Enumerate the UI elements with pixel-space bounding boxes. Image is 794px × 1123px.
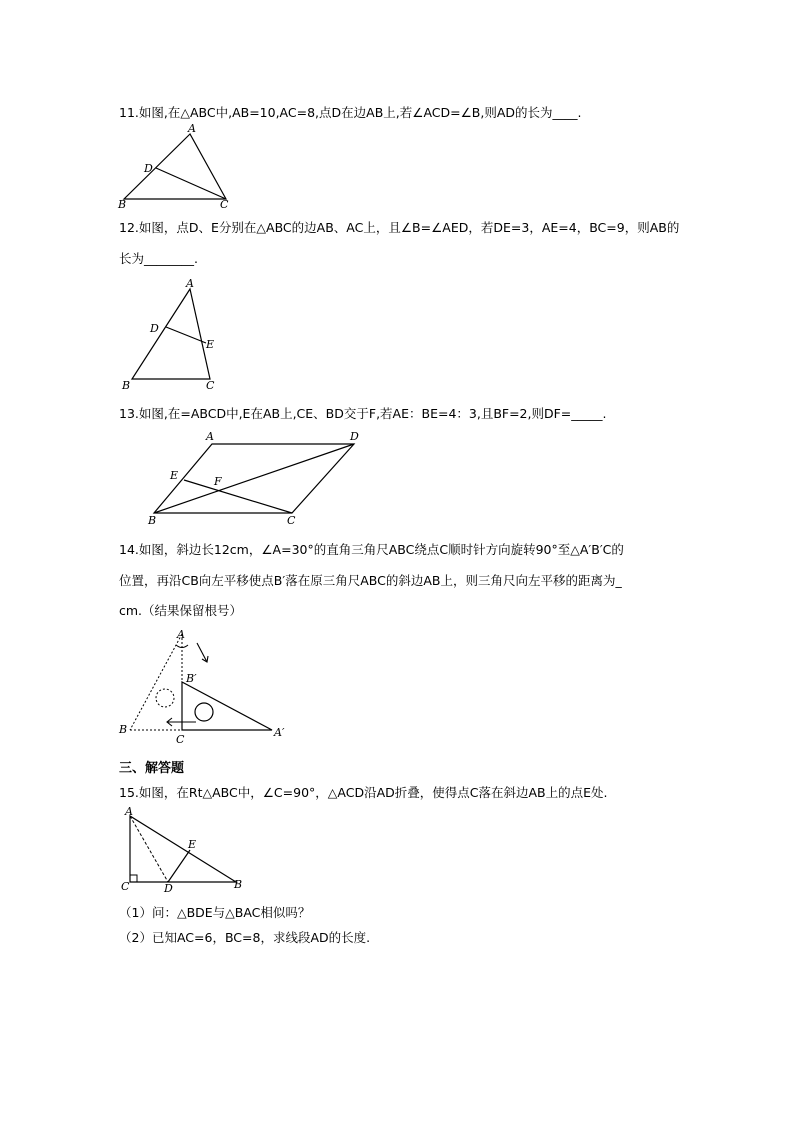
figure-13-parallelogram — [144, 428, 369, 528]
label-a: A — [177, 628, 185, 641]
question-12-line1: 12.如图，点D、E分别在△ABC的边AB、AC上，且∠B=∠AED，若DE=3，AE=4，BC=9，则AB的 — [119, 220, 680, 235]
question-11-text: 11.如图,在△ABC中,AB=10,AC=8,点D在边AB上,若∠ACD=∠B,则AD的长为____. — [119, 105, 582, 120]
label-c: C — [220, 198, 229, 211]
segment-bd — [154, 444, 354, 513]
label-b: B — [119, 723, 128, 736]
label-a: A — [206, 430, 214, 443]
label-e: E — [206, 338, 215, 351]
question-15-sub2: （2）已知AC=6，BC=8，求线段AD的长度. — [119, 930, 371, 945]
label-c: C — [206, 379, 215, 392]
solid-hole — [195, 703, 213, 721]
label-a: A — [125, 805, 133, 818]
triangle-abc — [132, 289, 210, 379]
label-b: B — [234, 878, 243, 891]
label-b: B — [122, 379, 131, 392]
label-a-prime: A′ — [274, 726, 285, 739]
label-b: B — [118, 198, 127, 211]
question-14-line1: 14.如图，斜边长12cm，∠A=30°的直角三角尺ABC绕点C顺时针方向旋转90°至△A′B′C的 — [119, 542, 624, 557]
label-f: F — [214, 475, 222, 488]
figure-15-right-triangle — [118, 806, 253, 896]
rotated-triangle — [182, 682, 272, 730]
label-c: C — [287, 514, 296, 527]
label-d: D — [350, 430, 359, 443]
label-c: C — [121, 880, 130, 893]
label-d: D — [144, 162, 153, 175]
dotted-hole — [156, 689, 174, 707]
figure-14-set-square — [116, 626, 296, 746]
segment-de — [168, 850, 190, 882]
label-d: D — [150, 322, 159, 335]
label-e: E — [170, 469, 179, 482]
label-e: E — [188, 838, 197, 851]
label-b-prime: B′ — [186, 672, 197, 685]
question-15-sub1: （1）问：△BDE与△BAC相似吗？ — [119, 905, 311, 920]
question-14-line3: cm.（结果保留根号） — [119, 603, 243, 618]
question-15-text: 15.如图，在Rt△ABC中，∠C=90°，△ACD沿AD折叠，使得点C落在斜边AB上的点E处. — [119, 785, 608, 800]
question-12-line2: 长为________. — [119, 251, 198, 266]
section-heading-answers: 三、解答题 — [119, 761, 185, 776]
dashed-ad — [130, 816, 168, 882]
dotted-ab — [130, 634, 182, 730]
label-b: B — [148, 514, 157, 527]
segment-dc — [156, 168, 226, 199]
label-a: A — [188, 122, 196, 135]
figure-11-triangle — [118, 122, 238, 210]
label-d: D — [164, 882, 173, 895]
triangle-abc — [124, 134, 226, 199]
question-13-text: 13.如图,在=ABCD中,E在AB上,CE、BD交于F,若AE：BE=4：3,且BF=2,则DF=_____. — [119, 406, 607, 421]
figure-12-triangle — [118, 275, 228, 393]
label-c: C — [176, 733, 185, 746]
label-a: A — [186, 277, 194, 290]
triangle-abc — [130, 816, 236, 882]
question-14-line2: 位置，再沿CB向左平移使点B′落在原三角尺ABC的斜边AB上，则三角尺向左平移的距离为_ — [119, 573, 622, 588]
right-angle-mark — [130, 875, 137, 882]
